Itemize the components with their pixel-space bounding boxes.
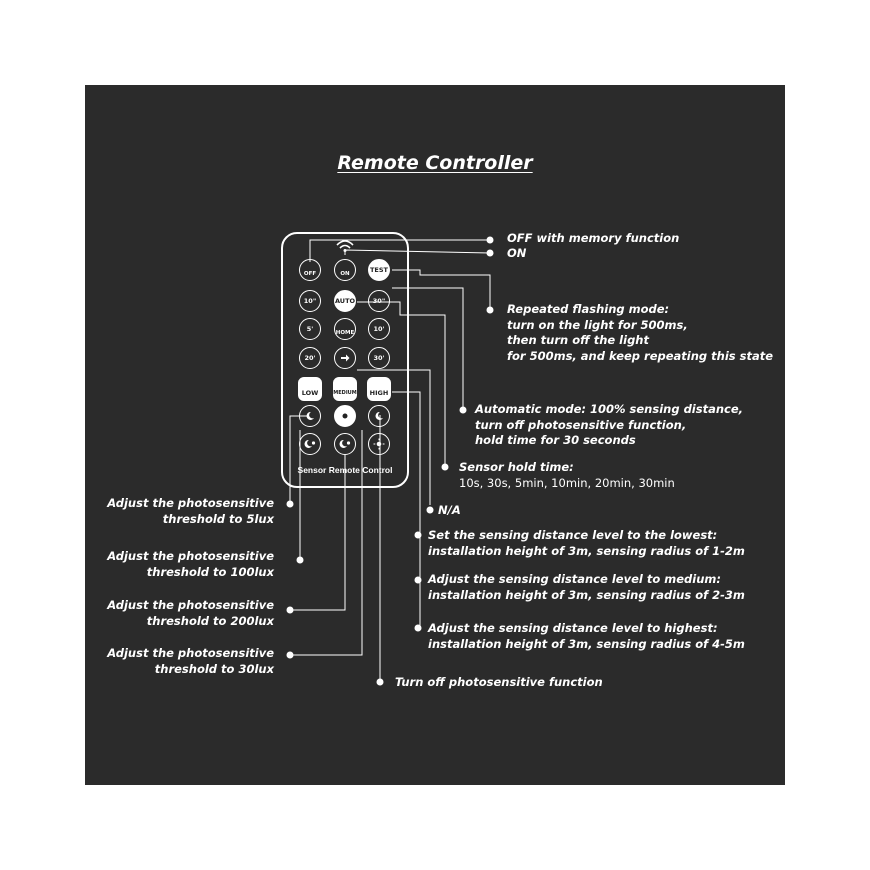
- medium-lux-button[interactable]: [299, 433, 321, 455]
- label-automatic: Automatic mode: 100% sensing distance, turn off photosensitive function, hold time for 30 seconds: [475, 402, 744, 447]
- label-highest: Adjust the sensing distance level to highest: installation height of 3m, sensing radius of 4-5m: [428, 621, 745, 651]
- label-100lux: Adjust the photosensitive threshold to 100lux: [107, 549, 274, 579]
- night-button[interactable]: [299, 405, 321, 427]
- label-hold-time-values: 10s, 30s, 5min, 10min, 20min, 30min: [459, 475, 675, 490]
- label-lowest: Set the sensing distance level to the lowest: installation height of 3m, sensing radius of 1-2m: [428, 528, 745, 558]
- label-on: ON: [507, 246, 527, 260]
- label-5lux: Adjust the photosensitive threshold to 5lux: [107, 496, 274, 526]
- label-medium: Adjust the sensing distance level to medium: installation height of 3m, sensing radius of 2-3m: [428, 572, 745, 602]
- high-lux-button[interactable]: [334, 433, 356, 455]
- 10min-button[interactable]: 10': [368, 318, 390, 340]
- moon-icon: [374, 411, 384, 421]
- 5min-button[interactable]: 5': [299, 318, 321, 340]
- 30min-button[interactable]: 30': [368, 347, 390, 369]
- off-button[interactable]: OFF: [299, 259, 321, 281]
- label-30lux: Adjust the photosensitive threshold to 30lux: [107, 646, 274, 676]
- signal-icon: [334, 238, 356, 252]
- sun-icon: [373, 438, 385, 450]
- moon-icon: [305, 411, 315, 421]
- test-button[interactable]: TEST: [368, 259, 390, 281]
- medium-button[interactable]: MEDIUM: [333, 377, 357, 401]
- label-hold-time-title: Sensor hold time:: [459, 460, 574, 474]
- auto-button[interactable]: AUTO: [334, 290, 356, 312]
- arrow-icon: [340, 354, 350, 362]
- 20min-button[interactable]: 20': [299, 347, 321, 369]
- 10s-button[interactable]: 10": [299, 290, 321, 312]
- 30s-button[interactable]: 30": [368, 290, 390, 312]
- label-turn-off-photo: Turn off photosensitive function: [395, 675, 603, 689]
- moon-sun-icon: [339, 439, 351, 449]
- on-button[interactable]: ON: [334, 259, 356, 281]
- label-off-memory: OFF with memory function: [507, 231, 680, 245]
- label-na: N/A: [438, 503, 461, 517]
- low-button[interactable]: LOW: [298, 377, 322, 401]
- home-button[interactable]: HOME: [334, 318, 356, 340]
- remote-label: Sensor Remote Control: [297, 465, 393, 475]
- na-button[interactable]: [334, 347, 356, 369]
- label-200lux: Adjust the photosensitive threshold to 200lux: [107, 598, 274, 628]
- sun-icon: [340, 411, 350, 421]
- label-hold-time: [459, 460, 675, 491]
- page-title: Remote Controller: [337, 152, 533, 174]
- moon-sun-icon: [304, 439, 316, 449]
- label-flashing: Repeated flashing mode: turn on the light for 500ms, then turn off the light for 500ms, and keep repeating this state: [507, 302, 774, 363]
- photo-off-button[interactable]: [368, 433, 390, 455]
- disable-photo-button[interactable]: [334, 405, 356, 427]
- low-light-button[interactable]: [368, 405, 390, 427]
- high-button[interactable]: HIGH: [367, 377, 391, 401]
